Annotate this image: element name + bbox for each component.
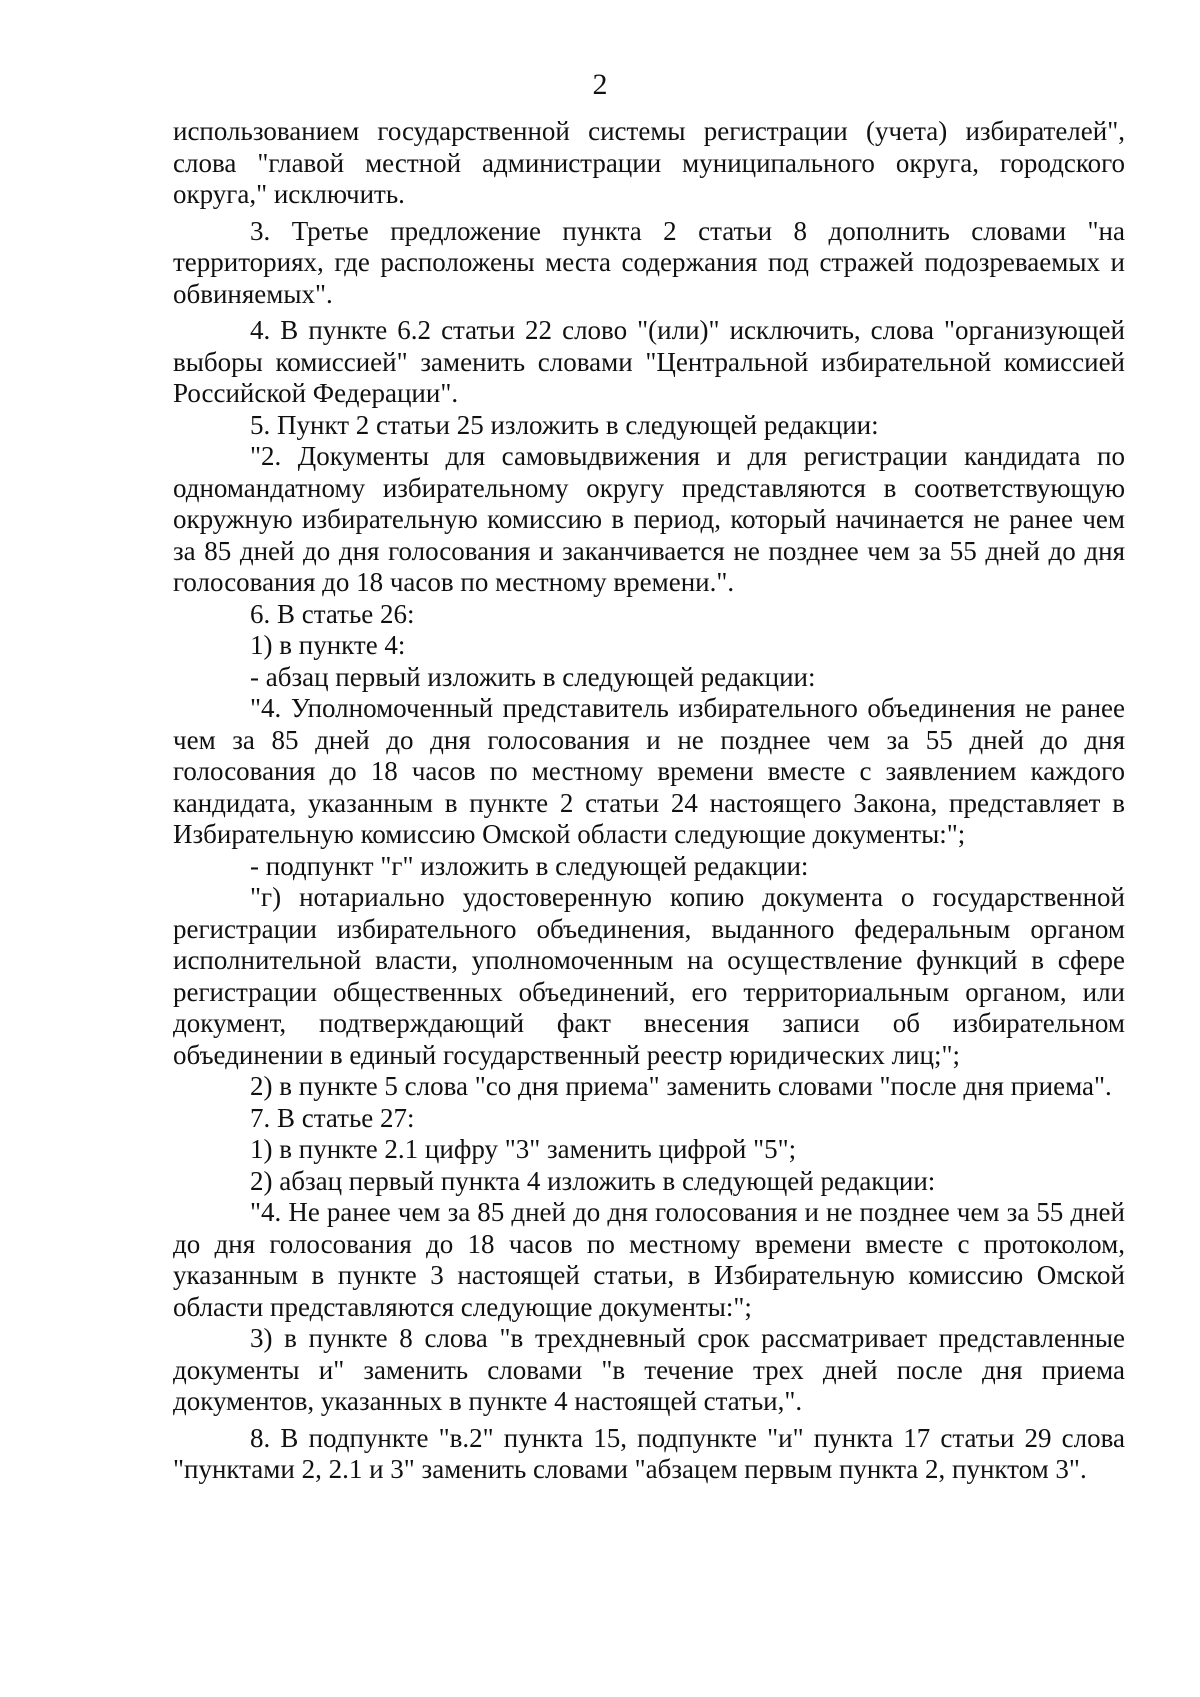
paragraph-item-6-1-a: - абзац первый изложить в следующей редакции:: [250, 661, 816, 692]
paragraph-item-8: 8. В подпункте "в.2" пункта 15, подпункте "и" пункта 17 статьи 29 слова "пунктами 2, 2.1 и 3" заменить словами "абзацем первым пункта 2, пунктом 3".: [173, 1422, 1125, 1484]
document-body: [173, 116, 1125, 1486]
paragraph-item-5: 5. Пункт 2 статьи 25 изложить в следующей редакции:: [250, 409, 879, 440]
page-number: 2: [592, 68, 608, 101]
paragraph-item-7-2: 2) абзац первый пункта 4 изложить в следующей редакции:: [250, 1165, 936, 1196]
paragraph-item-7-1: 1) в пункте 2.1 цифру "3" заменить цифрой "5";: [250, 1134, 797, 1164]
paragraph-item-6-1-b: - подпункт "г" изложить в следующей редакции:: [250, 850, 809, 881]
paragraph-quote-article-26-4: "4. Уполномоченный представитель избирательного объединения не ранее чем за 85 дней до дня голосования и не позднее чем за 55 дней до дня голосования до 18 часов по местному времени вместе с заявлением каждого кандидата, указанным в пункте 2 статьи 24 настоящего Закона, представляет в Избирательную комиссию Омской области следующие документы:";: [173, 693, 1125, 849]
paragraph-item-7: 7. В статье 27:: [250, 1102, 415, 1133]
paragraph-continuation: использованием государственной системы регистрации (учета) избирателей", слова "главой местной администрации муниципального округа, городского округа," исключить.: [173, 116, 1125, 209]
paragraph-item-4: 4. В пункте 6.2 статьи 22 слово "(или)" исключить, слова "организующей выборы комиссией" заменить словами "Центральной избирательной комиссией Российской Федерации".: [173, 315, 1125, 408]
paragraph-item-6: 6. В статье 26:: [250, 598, 415, 629]
paragraph-item-3: 3. Третье предложение пункта 2 статьи 8 дополнить словами "на территориях, где расположены места содержания под стражей подозреваемых и обвиняемых".: [173, 215, 1125, 309]
paragraph-item-6-2: 2) в пункте 5 слова "со дня приема" заменить словами "после дня приема".: [250, 1071, 1112, 1101]
paragraph-quote-subitem-g: "г) нотариально удостоверенную копию документа о государственной регистрации избирательного объединения, выданного федеральным органом исполнительной власти, уполномоченным на осуществление функций в сфере регистрации общественных объединений, его территориальным органом, или документ, подтверждающий факт внесения записи об избирательном объединении в единый государственный реестр юридических лиц;";: [173, 882, 1125, 1070]
paragraph-quote-article-25: "2. Документы для самовыдвижения и для регистрации кандидата по одномандатному избирательному округу представляются в соответствующую окружную избирательную комиссию в период, который начинается не ранее чем за 85 дней до дня голосования и заканчивается не позднее чем за 55 дней до дня голосования до 18 часов по местному времени.".: [173, 441, 1125, 597]
paragraph-item-7-3: 3) в пункте 8 слова "в трехдневный срок рассматривает представленные документы и" заменить словами "в течение трех дней после дня приема документов, указанных в пункте 4 настоящей статьи,".: [173, 1323, 1125, 1416]
paragraph-quote-article-27-4: "4. Не ранее чем за 85 дней до дня голосования и не позднее чем за 55 дней до дня голосования до 18 часов по местному времени вместе с протоколом, указанным в пункте 3 настоящей статьи, в Избирательную комиссию Омской области представляются следующие документы:";: [173, 1197, 1125, 1322]
paragraph-item-6-1: 1) в пункте 4:: [250, 630, 406, 660]
